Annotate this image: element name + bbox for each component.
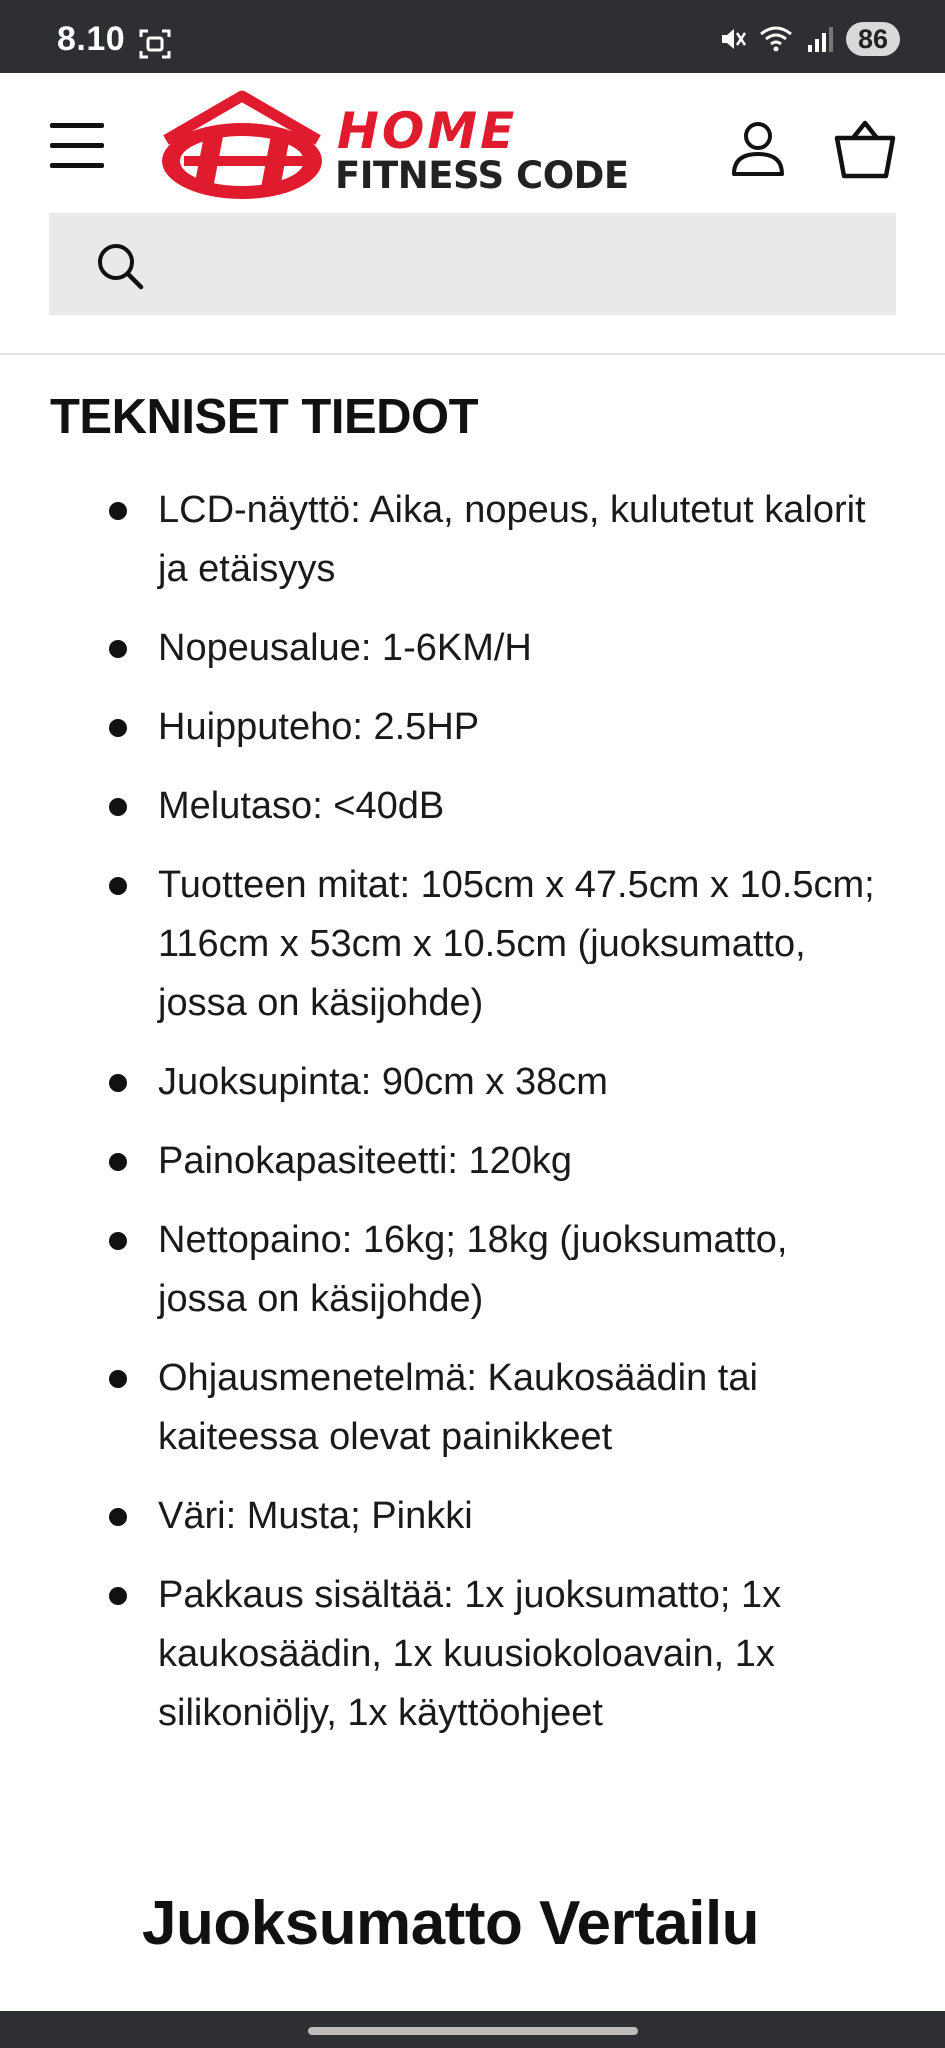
signal-icon (806, 24, 836, 54)
spec-item (0, 856, 945, 1033)
account-icon[interactable] (728, 120, 788, 180)
spec-text: Juoksupinta: 90cm x 38cm (158, 1061, 608, 1103)
spec-item (0, 777, 945, 836)
spec-text: Painokapasiteetti: 120kg (158, 1140, 573, 1182)
bullet-icon (109, 1370, 127, 1388)
spec-item (0, 1566, 945, 1743)
menu-icon (50, 123, 104, 128)
spec-text: Melutaso: <40dB (158, 785, 445, 827)
specs-title: TEKNISET TIEDOT (50, 390, 479, 444)
spec-text: Tuotteen mitat: 105cm x 47.5cm x 10.5cm; 116cm x 53cm x 10.5cm (juoksumatto, jossa on käsijohde) (158, 864, 875, 1024)
bullet-icon (109, 1508, 127, 1526)
bullet-icon (109, 1074, 127, 1092)
site-logo[interactable] (154, 88, 654, 203)
spec-text: Nopeusalue: 1-6KM/H (158, 627, 532, 669)
wifi-icon (758, 24, 796, 54)
spec-item (0, 1349, 945, 1467)
status-time: 8.10 (57, 20, 126, 58)
bullet-icon (109, 1232, 127, 1250)
spec-item (0, 619, 945, 678)
home-gesture-handle[interactable] (308, 2027, 638, 2035)
spec-text: Pakkaus sisältää: 1x juoksumatto; 1x kaukosäädin, 1x kuusiokoloavain, 1x silikoniöljy, 1x käyttöohjeet (158, 1574, 782, 1734)
screen-record-icon (138, 27, 172, 61)
spec-item (0, 1211, 945, 1329)
mute-icon (718, 24, 748, 54)
search-input[interactable] (169, 213, 873, 317)
spec-text: LCD-näyttö: Aika, nopeus, kulutetut kalorit ja etäisyys (158, 489, 866, 590)
logo-home-text: HOME (337, 102, 518, 160)
spec-text: Väri: Musta; Pinkki (158, 1495, 473, 1537)
spec-item (0, 1132, 945, 1191)
bullet-icon (109, 1153, 127, 1171)
bullet-icon (109, 798, 127, 816)
spec-item (0, 698, 945, 757)
spec-text: Ohjausmenetelmä: Kaukosäädin tai kaiteessa olevat painikkeet (158, 1357, 758, 1458)
search-bar[interactable] (49, 213, 896, 315)
bullet-icon (109, 1587, 127, 1605)
system-nav-bar (0, 2011, 945, 2048)
bullet-icon (109, 502, 127, 520)
comparison-heading: Juoksumatto Vertailu (142, 1889, 760, 1958)
specs-list (0, 481, 945, 1763)
spec-item (0, 481, 945, 599)
menu-button[interactable] (50, 123, 104, 167)
battery-indicator: 86 (846, 22, 900, 56)
bullet-icon (109, 877, 127, 895)
logo-mark-icon (154, 88, 334, 203)
spec-item (0, 1487, 945, 1546)
bullet-icon (109, 719, 127, 737)
site-header (0, 73, 945, 355)
cart-icon[interactable] (833, 120, 897, 180)
status-bar (0, 0, 945, 73)
bullet-icon (109, 640, 127, 658)
spec-item (0, 1053, 945, 1112)
logo-fitness-text: FITNESS CODE (335, 154, 629, 197)
spec-text: Huipputeho: 2.5HP (158, 706, 480, 748)
spec-text: Nettopaino: 16kg; 18kg (juoksumatto, jossa on käsijohde) (158, 1219, 788, 1320)
search-icon[interactable] (95, 241, 145, 291)
